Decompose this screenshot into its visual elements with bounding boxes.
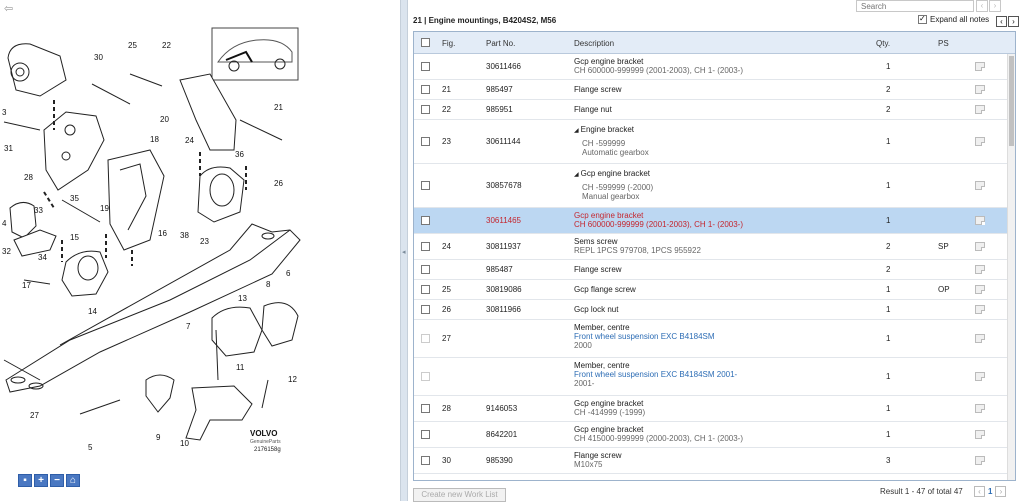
description-note: CH -599999 (-2000) [582, 183, 654, 192]
callout-15[interactable]: 15 [70, 233, 79, 242]
zoom-in-icon[interactable]: + [34, 474, 48, 487]
first-page-icon[interactable]: ‹ [974, 486, 985, 497]
home-icon[interactable]: ⌂ [66, 474, 80, 487]
note-icon[interactable] [975, 216, 985, 225]
description-cell [574, 211, 874, 229]
description-note: CH 600000-999999 (2001-2003), CH 1- (2003-) [574, 66, 743, 75]
callout-35[interactable]: 35 [70, 194, 79, 203]
fig-cell: 21 [442, 85, 451, 94]
row-checkbox[interactable] [421, 305, 430, 314]
description-text: Sems screw [574, 237, 618, 246]
description-text: Member, centre [574, 323, 630, 332]
callout-21[interactable]: 21 [274, 103, 283, 112]
row-checkbox[interactable] [421, 334, 430, 343]
row-checkbox[interactable] [421, 181, 430, 190]
row-checkbox[interactable] [421, 242, 430, 251]
row-checkbox[interactable] [421, 456, 430, 465]
qty-cell: 1 [886, 62, 891, 71]
info-icon[interactable]: ▪ [18, 474, 32, 487]
genuine-parts-text: GenuineParts [250, 439, 281, 445]
table-row[interactable] [414, 164, 1015, 208]
description-text: Flange screw [574, 265, 622, 274]
callout-5[interactable]: 5 [88, 443, 93, 452]
note-icon[interactable] [975, 334, 985, 343]
part-number-cell[interactable]: 985487 [486, 265, 513, 274]
callout-23[interactable]: 23 [200, 237, 209, 246]
table-row[interactable] [414, 396, 1015, 422]
callout-25[interactable]: 25 [128, 41, 137, 50]
description-text: Flange screw [574, 85, 622, 94]
callout-7[interactable]: 7 [186, 322, 191, 331]
qty-cell: 1 [886, 430, 891, 439]
row-checkbox[interactable] [421, 404, 430, 413]
qty-cell: 1 [886, 372, 891, 381]
parts-table [413, 31, 1016, 481]
callout-8[interactable]: 8 [266, 280, 271, 289]
row-checkbox[interactable] [421, 265, 430, 274]
description-cell [574, 451, 874, 469]
note-icon[interactable] [975, 62, 985, 71]
collapse-arrow-icon[interactable]: ◂ [402, 249, 406, 256]
description-text: Gcp engine bracket [574, 399, 644, 408]
result-count: Result 1 - 47 of total 47 [880, 487, 963, 496]
note-icon[interactable] [975, 305, 985, 314]
callout-17[interactable]: 17 [22, 281, 31, 290]
table-row[interactable] [414, 208, 1015, 234]
table-row[interactable] [414, 260, 1015, 280]
description-text: Member, centre [574, 361, 630, 370]
back-arrow-icon[interactable]: ⇦ [4, 3, 14, 15]
callout-10[interactable]: 10 [180, 439, 189, 448]
callout-6[interactable]: 6 [286, 269, 291, 278]
description-text: Flange nut [574, 105, 612, 114]
callout-31[interactable]: 31 [4, 144, 13, 153]
table-row[interactable] [414, 300, 1015, 320]
description-cell [574, 425, 874, 443]
callout-36[interactable]: 36 [235, 150, 244, 159]
figure-id: 2176158g [254, 447, 281, 453]
note-icon[interactable] [975, 137, 985, 146]
description-cell [574, 323, 874, 350]
description-text: Gcp engine bracket [574, 425, 644, 434]
note-icon[interactable] [975, 456, 985, 465]
qty-cell: 1 [886, 404, 891, 413]
volvo-logo-text: VOLVO [250, 429, 278, 438]
qty-cell: 1 [886, 334, 891, 343]
zoom-out-icon[interactable]: − [50, 474, 64, 487]
qty-cell: 1 [886, 181, 891, 190]
table-row[interactable] [414, 358, 1015, 396]
search-input[interactable] [856, 0, 974, 12]
callout-14[interactable]: 14 [88, 307, 97, 316]
part-number-cell[interactable]: 985390 [486, 456, 513, 465]
ps-cell: SP [938, 242, 949, 251]
part-number-cell[interactable]: 30611465 [486, 216, 521, 225]
fig-cell: 23 [442, 137, 451, 146]
part-number-cell[interactable]: 30611466 [486, 62, 521, 71]
description-note: CH 600000-999999 (2001-2003), CH 1- (2003-) [574, 220, 743, 229]
table-body [414, 54, 1015, 474]
qty-cell: 1 [886, 285, 891, 294]
next-page-icon[interactable]: › [995, 486, 1006, 497]
qty-cell: 1 [886, 216, 891, 225]
callout-4[interactable]: 4 [2, 219, 7, 228]
current-page[interactable]: 1 [988, 487, 993, 496]
callout-13[interactable]: 13 [238, 294, 247, 303]
table-scrollbar[interactable] [1007, 54, 1015, 481]
col-description[interactable]: Description [574, 39, 615, 48]
description-link[interactable]: Front wheel suspension EXC B4184SM 2001- [574, 370, 738, 379]
part-number-cell[interactable]: 985951 [486, 105, 513, 114]
row-checkbox[interactable] [421, 216, 430, 225]
description-note: REPL 1PCS 979708, 1PCS 955922 [574, 246, 701, 255]
description-note: CH -599999 [582, 139, 626, 148]
description-text: Gcp flange screw [574, 285, 636, 294]
callout-16[interactable]: 16 [158, 229, 167, 238]
expand-notes-label: Expand all notes [930, 15, 990, 24]
table-row[interactable] [414, 320, 1015, 358]
note-icon[interactable] [975, 372, 985, 381]
fig-cell: 26 [442, 305, 451, 314]
table-row[interactable] [414, 54, 1015, 80]
collapse-triangle-icon[interactable]: ◢ [574, 172, 579, 178]
note-icon[interactable] [975, 85, 985, 94]
col-qty[interactable]: Qty. [876, 39, 891, 48]
next-group-icon[interactable]: › [1008, 16, 1019, 27]
qty-cell: 2 [886, 265, 891, 274]
description-cell [574, 285, 874, 294]
note-icon[interactable] [975, 181, 985, 190]
callout-33[interactable]: 33 [34, 206, 43, 215]
table-row[interactable] [414, 80, 1015, 100]
row-checkbox[interactable] [421, 430, 430, 439]
fig-cell: 24 [442, 242, 451, 251]
description-text: Gcp engine bracket [580, 169, 650, 178]
part-number-cell[interactable]: 8642201 [486, 430, 518, 439]
expand-notes-checkbox[interactable] [918, 15, 927, 24]
collapse-triangle-icon[interactable]: ◢ [574, 128, 579, 134]
parts-list-panel [408, 0, 1024, 501]
description-note: M10x75 [574, 460, 603, 469]
forward-icon[interactable]: › [989, 0, 1001, 12]
callout-22[interactable]: 22 [162, 41, 171, 50]
fig-cell: 25 [442, 285, 451, 294]
description-text: Gcp engine bracket [574, 57, 644, 66]
panel-splitter[interactable] [400, 0, 408, 501]
part-number-cell[interactable]: 30811966 [486, 305, 521, 314]
note-icon[interactable] [975, 242, 985, 251]
description-cell [574, 305, 874, 314]
diagram-panel [0, 0, 400, 501]
description-cell [574, 361, 874, 388]
qty-cell: 1 [886, 137, 891, 146]
description-note: 2000 [574, 341, 592, 350]
description-note: CH 415000-999999 (2000-2003), CH 1- (2003-) [574, 434, 743, 443]
description-note: CH -414999 (-1999) [574, 408, 646, 417]
callout-27[interactable]: 27 [30, 411, 39, 420]
callout-3[interactable]: 3 [2, 108, 7, 117]
callout-18[interactable]: 18 [150, 135, 159, 144]
table-header [414, 32, 1015, 54]
fig-cell: 27 [442, 334, 451, 343]
note-icon[interactable] [975, 285, 985, 294]
pagination [974, 486, 1006, 497]
description-cell [574, 57, 874, 75]
select-all-checkbox[interactable] [421, 38, 430, 47]
table-row[interactable] [414, 234, 1015, 260]
description-cell [574, 399, 874, 417]
qty-cell: 3 [886, 456, 891, 465]
note-icon[interactable] [975, 265, 985, 274]
callout-24[interactable]: 24 [185, 136, 194, 145]
expand-all-notes[interactable] [918, 15, 989, 24]
row-checkbox[interactable] [421, 105, 430, 114]
row-checkbox[interactable] [421, 85, 430, 94]
part-number-cell[interactable]: 30857678 [486, 181, 522, 190]
callout-38[interactable]: 38 [180, 231, 189, 240]
page-title: 21 | Engine mountings, B4204S2, M56 [413, 16, 557, 25]
description-cell [574, 169, 874, 201]
callout-28[interactable]: 28 [24, 173, 33, 182]
row-checkbox[interactable] [421, 285, 430, 294]
back-icon[interactable]: ‹ [976, 0, 988, 12]
note-icon[interactable] [975, 105, 985, 114]
description-cell [574, 105, 874, 114]
row-checkbox[interactable] [421, 137, 430, 146]
callout-11[interactable]: 11 [236, 363, 245, 372]
description-text: Engine bracket [580, 125, 634, 134]
row-checkbox[interactable] [421, 62, 430, 71]
ps-cell: OP [938, 285, 950, 294]
part-number-cell[interactable]: 9146053 [486, 404, 518, 413]
callout-9[interactable]: 9 [156, 433, 161, 442]
history-nav [976, 0, 1001, 12]
description-cell [574, 85, 874, 94]
description-note-2: Manual gearbox [582, 192, 640, 201]
description-note: 2001- [574, 379, 595, 388]
description-cell [574, 237, 874, 255]
table-row[interactable] [414, 280, 1015, 300]
callout-12[interactable]: 12 [288, 375, 297, 384]
callout-30[interactable]: 30 [94, 53, 103, 62]
col-part-no[interactable]: Part No. [486, 39, 516, 48]
col-ps[interactable]: PS [938, 39, 949, 48]
description-text: Gcp engine bracket [574, 211, 644, 220]
description-text: Flange screw [574, 451, 622, 460]
fig-cell: 30 [442, 456, 451, 465]
diagram-toolbar [18, 474, 80, 487]
part-number-cell[interactable]: 30819086 [486, 285, 522, 294]
table-row[interactable] [414, 422, 1015, 448]
description-text: Gcp lock nut [574, 305, 619, 314]
prev-group-icon[interactable]: ‹ [996, 16, 1007, 27]
callout-32[interactable]: 32 [2, 247, 11, 256]
part-number-cell[interactable]: 30611144 [486, 137, 521, 146]
description-link[interactable]: Front wheel suspension EXC B4184SM [574, 332, 715, 341]
description-cell [574, 265, 874, 274]
callout-26[interactable]: 26 [274, 179, 283, 188]
qty-cell: 2 [886, 85, 891, 94]
qty-cell: 2 [886, 105, 891, 114]
note-icon[interactable] [975, 404, 985, 413]
part-number-cell[interactable]: 985497 [486, 85, 513, 94]
group-nav [996, 16, 1019, 27]
qty-cell: 2 [886, 242, 891, 251]
description-cell [574, 125, 874, 157]
note-icon[interactable] [975, 430, 985, 439]
description-note-2: Automatic gearbox [582, 148, 649, 157]
callout-34[interactable]: 34 [38, 253, 47, 262]
fig-cell: 28 [442, 404, 451, 413]
callout-20[interactable]: 20 [160, 115, 169, 124]
col-fig[interactable]: Fig. [442, 39, 456, 48]
exploded-parts-diagram[interactable] [0, 0, 400, 470]
create-work-list-button[interactable]: Create new Work List [413, 488, 506, 502]
part-number-cell[interactable]: 30811937 [486, 242, 521, 251]
table-row[interactable] [414, 120, 1015, 164]
callout-19[interactable]: 19 [100, 204, 109, 213]
fig-cell: 22 [442, 105, 451, 114]
row-checkbox[interactable] [421, 372, 430, 381]
table-row[interactable] [414, 448, 1015, 474]
scroll-thumb[interactable] [1009, 56, 1014, 146]
table-row[interactable] [414, 100, 1015, 120]
qty-cell: 1 [886, 305, 891, 314]
